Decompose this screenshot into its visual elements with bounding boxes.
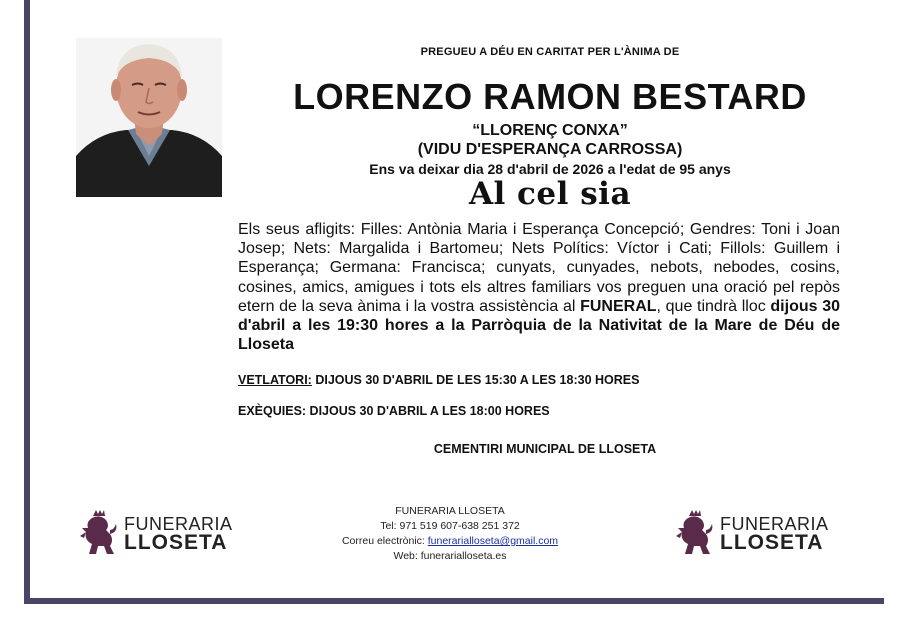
deceased-nickname: “LLORENÇ CONXA” <box>472 122 628 139</box>
mourners-paragraph <box>238 220 840 354</box>
contact-email-row <box>330 534 570 549</box>
death-notice: Ens va deixar dia 28 d'abril de 2026 a l'edat de 95 anys <box>369 161 731 177</box>
prayer-line: PREGUEU A DÉU EN CARITAT PER L'ÀNIMA DE <box>420 46 680 58</box>
widow-note: (VIDU D'ESPERANÇA CARROSSA) <box>417 141 683 158</box>
deceased-portrait <box>76 38 222 197</box>
logo-text-line1: FUNERARIA <box>124 514 233 534</box>
page-border-bottom <box>24 598 884 604</box>
contact-email-label: Correu electrònic: <box>341 535 428 547</box>
funeraria-logo-left <box>80 508 240 558</box>
vetlatori-text: DIJOUS 30 D'ABRIL DE LES 15:30 A LES 18:30 HORES <box>311 373 640 387</box>
al-cel-sia-heading: Al cel sia <box>468 176 632 212</box>
contact-tel: Tel: 971 519 607-638 251 372 <box>380 520 520 532</box>
contact-block <box>330 504 570 564</box>
funeral-details: dijous 30 d'abril a les 19:30 hores a la Parròquia de la Nativitat de la Mare de Déu de Lloseta <box>238 297 840 354</box>
mourners-middle: , que tindrà lloc <box>656 297 771 315</box>
contact-email-link[interactable]: funerarialloseta@gmail.com <box>427 535 559 547</box>
vetlatori-label: VETLATORI: <box>238 373 312 387</box>
vetlatori-line <box>238 373 639 387</box>
funeral-word: FUNERAL <box>580 297 657 315</box>
deceased-name: LORENZO RAMON BESTARD <box>293 76 807 117</box>
contact-web: Web: funerarialloseta.es <box>393 550 507 562</box>
cementiri-line: CEMENTIRI MUNICIPAL DE LLOSETA <box>433 442 657 456</box>
logo-text-line2: LLOSETA <box>720 531 824 554</box>
funeraria-logo-right <box>676 508 836 558</box>
lion-icon <box>80 510 118 556</box>
logo-text-line2: LLOSETA <box>124 531 228 554</box>
exequies-line: EXÈQUIES: DIJOUS 30 D'ABRIL A LES 18:00 HORES <box>238 404 550 418</box>
logo-text-line1: FUNERARIA <box>720 514 829 534</box>
page-border-left <box>24 0 30 604</box>
mourners-intro: Els seus afligits: Filles: Antònia Maria i Esperança Concepció; Gendres: Toni i Joan Josep; Nets: Margalida i Bartomeu; Nets Polítics: Víctor i Cati; Fillols: Guillem i Esperança; Germana: Francisca; cunyats, cunyades, nebots, nebodes, cosins, cosines, amics, amigues i tots els altres familiars vos preguen una oració pel repòs etern de la seva ànima i la vostra assistència al <box>238 221 840 315</box>
lion-icon <box>676 510 714 556</box>
contact-name: FUNERARIA LLOSETA <box>395 505 505 517</box>
